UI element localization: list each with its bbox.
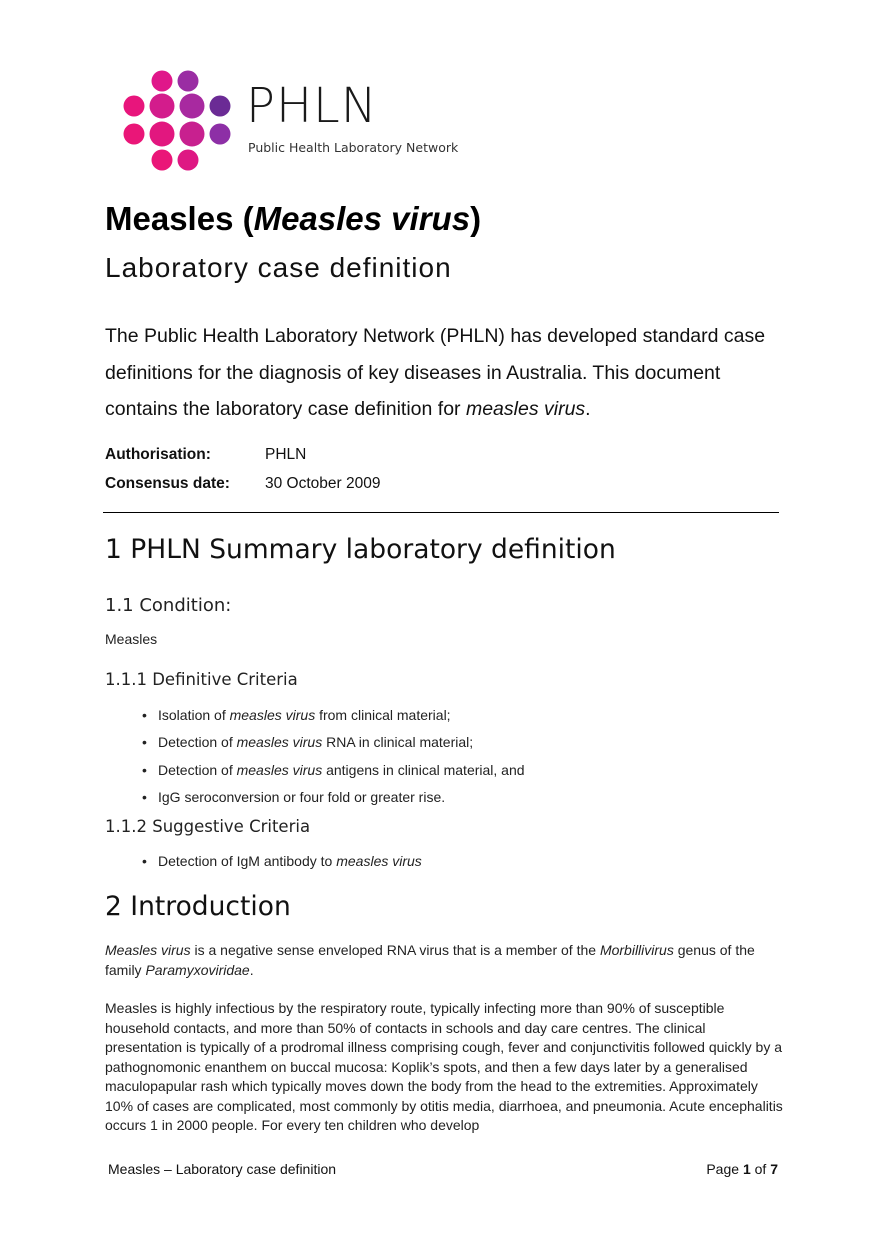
definitive-heading: 1.1.1 Definitive Criteria — [105, 670, 298, 689]
item-pre: IgG seroconversion or four fold or greater rise. — [158, 789, 446, 805]
consensus-value: 30 October 2009 — [265, 475, 381, 492]
authorisation-value: PHLN — [265, 446, 307, 463]
item-pre: Detection of — [158, 734, 237, 750]
intro-paragraph-2: Measles is highly infectious by the respiratory route, typically infecting more than 90% of susceptible household contacts, and more than 50% of contacts in schools and day care centres. The clinical presentation is typically of a prodromal illness comprising cough, fever and conjunctivitis followed quickly by a pathognomonic enanthem on buccal mucosa: Koplik’s spots, and then a few days later by a generalised maculopapular rash which typically moves down the body from the head to the extremities. Approximately 10% of cases are complicated, most commonly by otitis media, diarrhoea, and pneumonia. Acute encephalitis occurs 1 in 2000 people. For every ten children who develop — [105, 1000, 783, 1133]
title-suffix: ) — [470, 200, 482, 237]
intro-text: The Public Health Laboratory Network (PHLN) has developed standard case definitions for the diagnosis of key diseases in Australia. This document contains the laboratory case definition for — [105, 325, 766, 420]
logo-subtitle: Public Health Laboratory Network — [248, 140, 459, 155]
p1-italic-c: Morbillivirus — [599, 942, 674, 958]
item-post: antigens in clinical material, and — [322, 762, 525, 778]
item-pre: Isolation of — [158, 707, 230, 723]
intro-end: . — [585, 398, 591, 420]
suggestive-heading: 1.1.2 Suggestive Criteria — [105, 817, 311, 836]
consensus-label: Consensus date: — [105, 475, 230, 492]
title-prefix: Measles ( — [105, 200, 254, 237]
page-subtitle: Laboratory case definition — [105, 252, 452, 283]
consensus-row — [105, 475, 380, 493]
authorisation-row — [105, 446, 306, 464]
page-num: 1 — [742, 1161, 751, 1177]
page-total: 7 — [770, 1161, 778, 1177]
authorisation-label: Authorisation: — [105, 446, 211, 463]
footer-title: Measles – Laboratory case definition — [108, 1161, 337, 1177]
item-italic: measles virus — [229, 707, 316, 723]
page-word: Page — [706, 1161, 743, 1177]
item-post: from clinical material; — [315, 707, 451, 723]
p1-italic-a: Measles virus — [105, 942, 191, 958]
title-italic: Measles virus — [253, 200, 471, 237]
intro-italic: measles virus — [465, 398, 586, 420]
p1-text-b: is a negative sense enveloped RNA virus that is a member of the — [190, 942, 600, 958]
condition-value: Measles — [105, 631, 158, 647]
condition-heading: 1.1 Condition: — [105, 595, 232, 616]
logo-wordmark: PHLN — [246, 78, 378, 134]
section-1-heading: 1 PHLN Summary laboratory definition — [105, 534, 616, 565]
phln-logo-icon — [122, 66, 234, 174]
footer-page-number — [706, 1161, 778, 1177]
intro-paragraph-1 — [105, 941, 783, 980]
divider-rule — [103, 512, 779, 513]
item-pre: Detection of — [158, 762, 237, 778]
item-italic: measles virus — [336, 853, 422, 869]
p1-text-f: . — [249, 961, 254, 978]
item-italic: measles virus — [236, 734, 323, 750]
item-italic: measles virus — [236, 762, 323, 778]
of-word: of — [750, 1161, 771, 1177]
section-2-heading: 2 Introduction — [105, 891, 291, 922]
intro-paragraph — [105, 318, 795, 428]
p1-text-d: genus of the family — [105, 942, 755, 978]
page-title — [105, 200, 481, 238]
p1-italic-e: Paramyxoviridae — [145, 961, 250, 978]
item-post: RNA in clinical material; — [322, 734, 474, 750]
item-pre: Detection of IgM antibody to — [158, 853, 337, 869]
